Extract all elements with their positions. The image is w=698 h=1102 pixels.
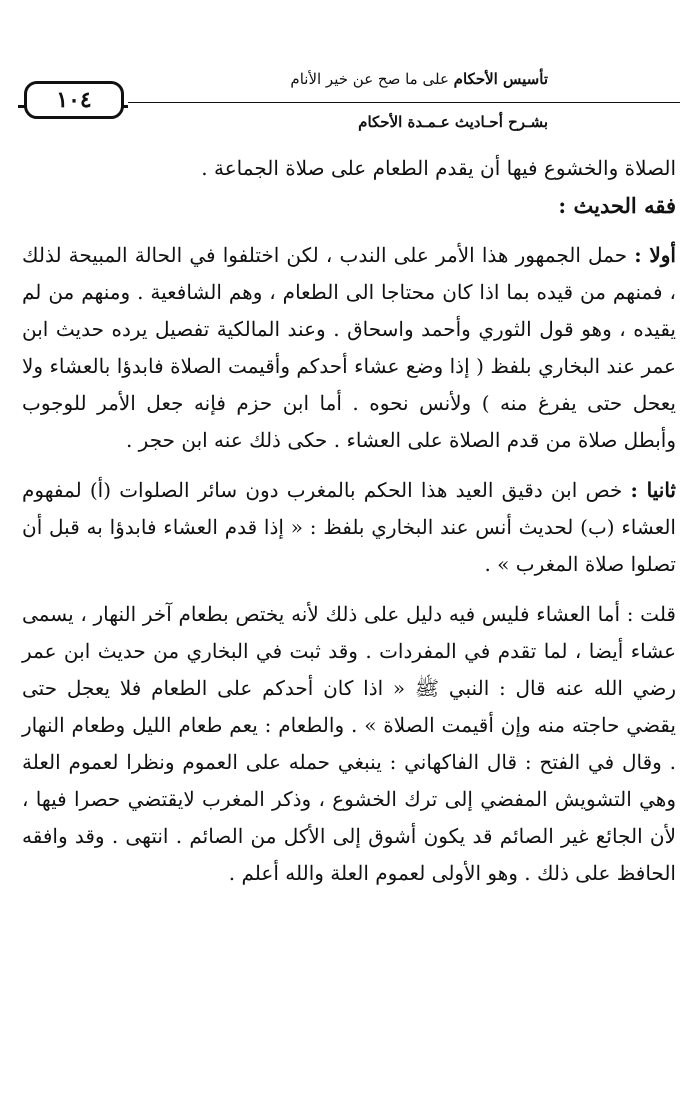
- paragraph-first-lead: أولا :: [634, 243, 676, 267]
- header-rule: [128, 102, 680, 103]
- paragraph-first: [22, 237, 676, 459]
- spacer: [22, 583, 676, 596]
- page-content: [22, 150, 676, 892]
- book-title: [290, 70, 548, 88]
- paragraph-commentary: قلت : أما العشاء فليس فيه دليل على ذلك لأنه يختص بطعام آخر النهار ، يسمى عشاء أيضا ، لما تقدم في المفردات . وقد ثبت في البخاري من حديث ابن عمر رضي الله عنه قال : النبي ﷺ « اذا كان أحدكم على الطعام فلا يعجل حتى يقضي حاجته منه وإن أقيمت الصلاة » . والطعام : يعم طعام الليل وطعام النهار . وقال في الفتح : قال الفاكهاني : ينبغي حمله على العموم ونظرا لعموم العلة وهي التشويش المفضي إلى ترك الخشوع ، وذكر المغرب لايقتضي حصرا فيها ، لأن الجائع غير الصائم قد يكون أشوق إلى الأكل من الصائم . انتهى . وقد وافقه الحافظ على ذلك . وهو الأولى لعموم العلة والله أعلم .: [22, 602, 676, 885]
- paragraph-second-text: خص ابن دقيق العيد هذا الحكم بالمغرب دون سائر الصلوات (أ) لمفهوم العشاء (ب) لحديث أنس عند البخاري بلفظ : « إذا قدم العشاء فابدؤا به قبل أن تصلوا صلاة المغرب » .: [22, 478, 676, 576]
- paragraph-intro: الصلاة والخشوع فيها أن يقدم الطعام على صلاة الجماعة .: [201, 156, 676, 180]
- page-number: ١٠٤: [24, 81, 124, 119]
- book-title-bold: تأسيس الأحكام: [453, 70, 548, 88]
- paragraph-first-text: حمل الجمهور هذا الأمر على الندب ، لكن اختلفوا في الحالة المبيحة لذلك ، فمنهم من قيده بما اذا كان محتاجا الى الطعام ، وهم الشافعية . ومنهم من لم يقيده ، وهو قول الثوري وأحمد واسحاق . وعند المالكية تفصيل يرده حديث ابن عمر عند البخاري بلفظ ( إذا وضع عشاء أحدكم وأقيمت الصلاة فابدؤا بالعشاء ولا يعحل حتى يفرغ منه ) ولأنس نحوه . أما ابن حزم فإنه جعل الأمر للوجوب وأبطل صلاة من قدم الصلاة على العشاء . حكى ذلك عنه ابن حجر .: [22, 243, 676, 452]
- section-title: فقه الحديث :: [558, 193, 676, 218]
- spacer: [22, 459, 676, 472]
- book-subtitle: بشـرح أحـاديث عـمـدة الأحكام: [358, 113, 548, 131]
- page-header: [0, 0, 698, 150]
- paragraph-second: [22, 472, 676, 583]
- book-title-rest: على ما صح عن خير الأنام: [290, 70, 449, 88]
- spacer: [22, 224, 676, 237]
- paragraph-second-lead: ثانيا :: [630, 478, 676, 502]
